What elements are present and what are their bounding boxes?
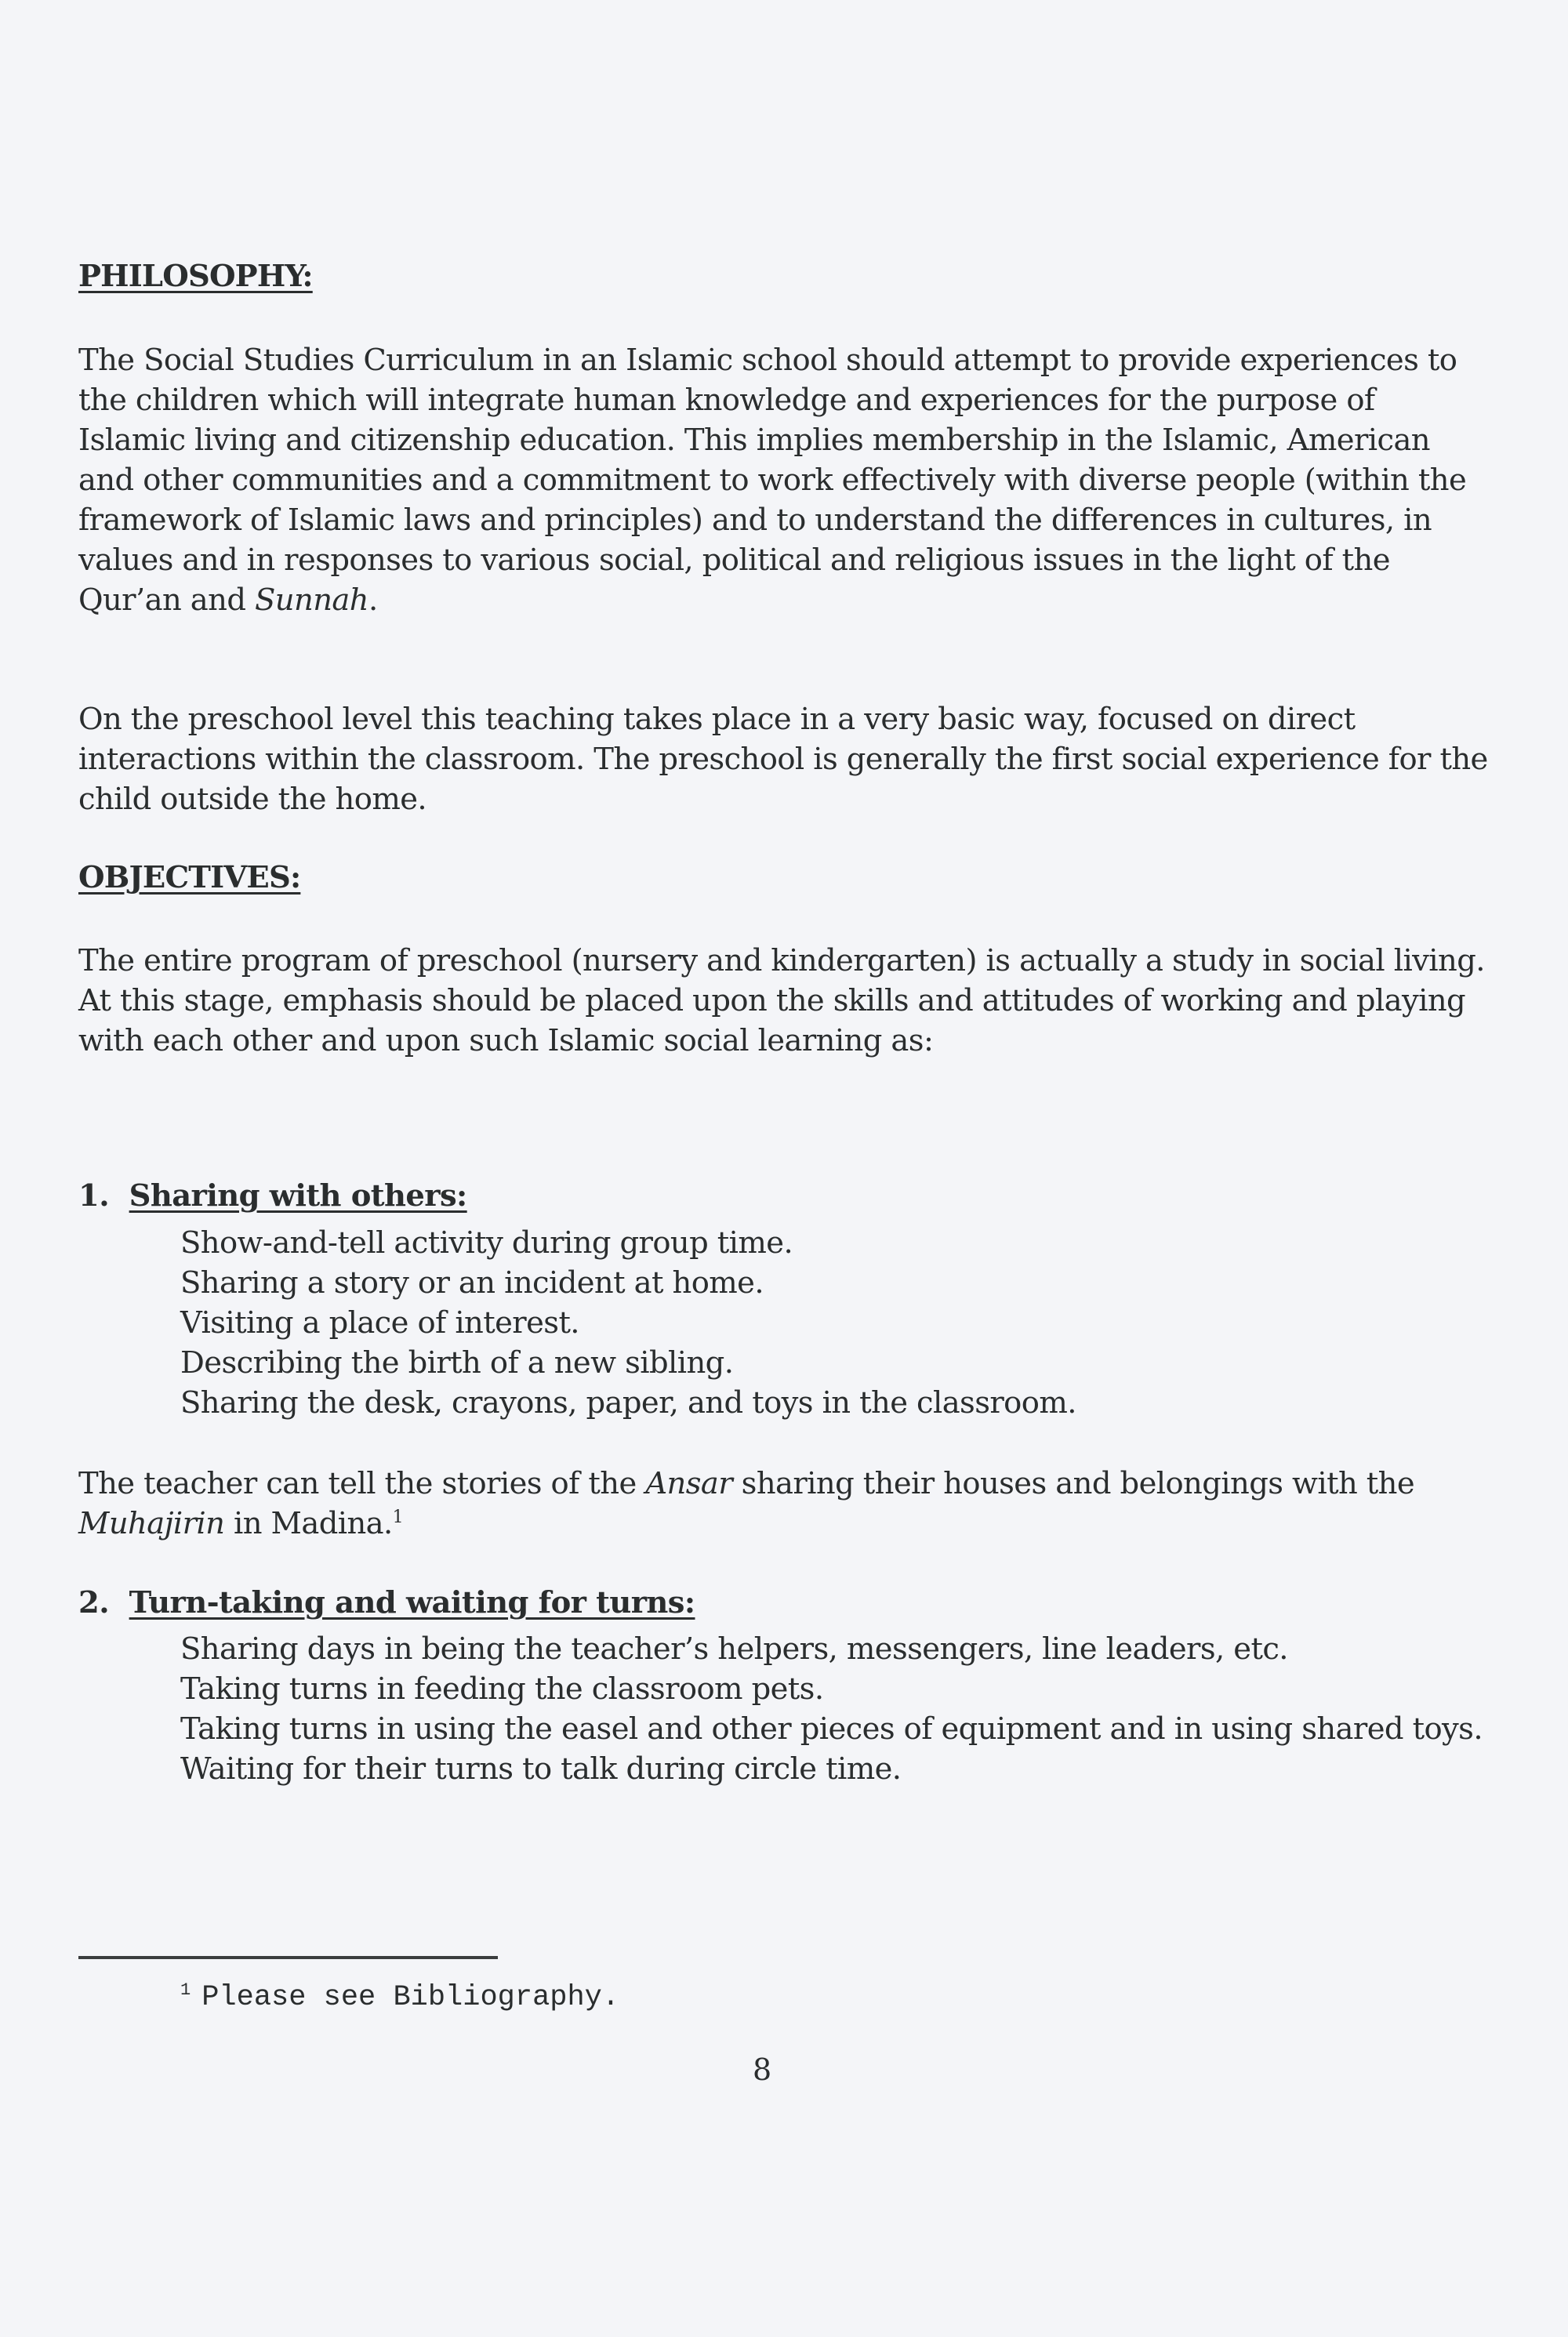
list-item: Visiting a place of interest.: [180, 1305, 579, 1341]
page-number: 8: [753, 2052, 772, 2087]
philosophy-paragraph-1-text: The Social Studies Curriculum in an Islamic school should attempt to provide experiences to the children which will integrate human knowledge and experiences for the purpose of Islamic living and citizenship education. This implies membership in the Islamic, American and other communities and a commitment to work effectively with diverse people (within the framework of Islamic laws and principles) and to understand the differences in cultures, in values and in responses to various social, political and religious issues in the light of the Qur’an and: [78, 343, 1467, 618]
philosophy-paragraph-1: [78, 340, 1490, 620]
footnote: [180, 1981, 619, 2014]
ansar-term: Ansar: [645, 1466, 733, 1501]
section-1-number: 1.: [78, 1178, 109, 1214]
section-2-number: 2.: [78, 1585, 109, 1620]
section-2-heading: [78, 1585, 695, 1620]
footnote-reference[interactable]: 1: [392, 1508, 404, 1528]
objectives-heading: OBJECTIVES:: [78, 860, 301, 895]
philosophy-heading: PHILOSOPHY:: [78, 259, 313, 294]
note-text: The teacher can tell the stories of the: [78, 1466, 646, 1501]
section-2-title: Turn-taking and waiting for turns:: [129, 1585, 695, 1620]
list-item: Waiting for their turns to talk during circle time.: [180, 1751, 902, 1787]
footnote-marker: 1: [180, 1980, 191, 2000]
muhajirin-term: Muhajirin: [78, 1506, 225, 1541]
section-1-title: Sharing with others:: [129, 1178, 467, 1214]
note-text: sharing their houses and belongings with the: [732, 1466, 1415, 1501]
document-page: [78, 0, 1505, 2337]
section-1-heading: [78, 1178, 467, 1214]
list-item: Show-and-tell activity during group time.: [180, 1225, 793, 1261]
list-item: Sharing a story or an incident at home.: [180, 1265, 764, 1301]
philosophy-paragraph-1-end: .: [368, 582, 378, 618]
section-1-note: [78, 1464, 1490, 1544]
section-2-items: [180, 1629, 1513, 1789]
list-item: Describing the birth of a new sibling.: [180, 1345, 734, 1381]
section-1-items: [180, 1223, 1513, 1423]
sunnah-term: Sunnah: [255, 582, 368, 618]
philosophy-paragraph-2: On the preschool level this teaching takes place in a very basic way, focused on direct interactions within the classroom. The preschool is generally the first social experience for the child outside the home.: [78, 702, 1488, 817]
objectives-intro: The entire program of preschool (nursery and kindergarten) is actually a study in social living. At this stage, emphasis should be placed upon the skills and attitudes of working and playing with each other and upon such Islamic social learning as:: [78, 943, 1485, 1058]
list-item: Sharing the desk, crayons, paper, and toys in the classroom.: [180, 1385, 1076, 1421]
footnote-divider: [78, 1956, 498, 1959]
list-item: Taking turns in using the easel and other pieces of equipment and in using shared toys.: [180, 1711, 1483, 1747]
footnote-text: Please see Bibliography.: [201, 1981, 620, 2014]
note-text: in Madina.: [224, 1506, 393, 1541]
list-item: Sharing days in being the teacher’s helpers, messengers, line leaders, etc.: [180, 1631, 1288, 1667]
list-item: Taking turns in feeding the classroom pets.: [180, 1671, 824, 1707]
